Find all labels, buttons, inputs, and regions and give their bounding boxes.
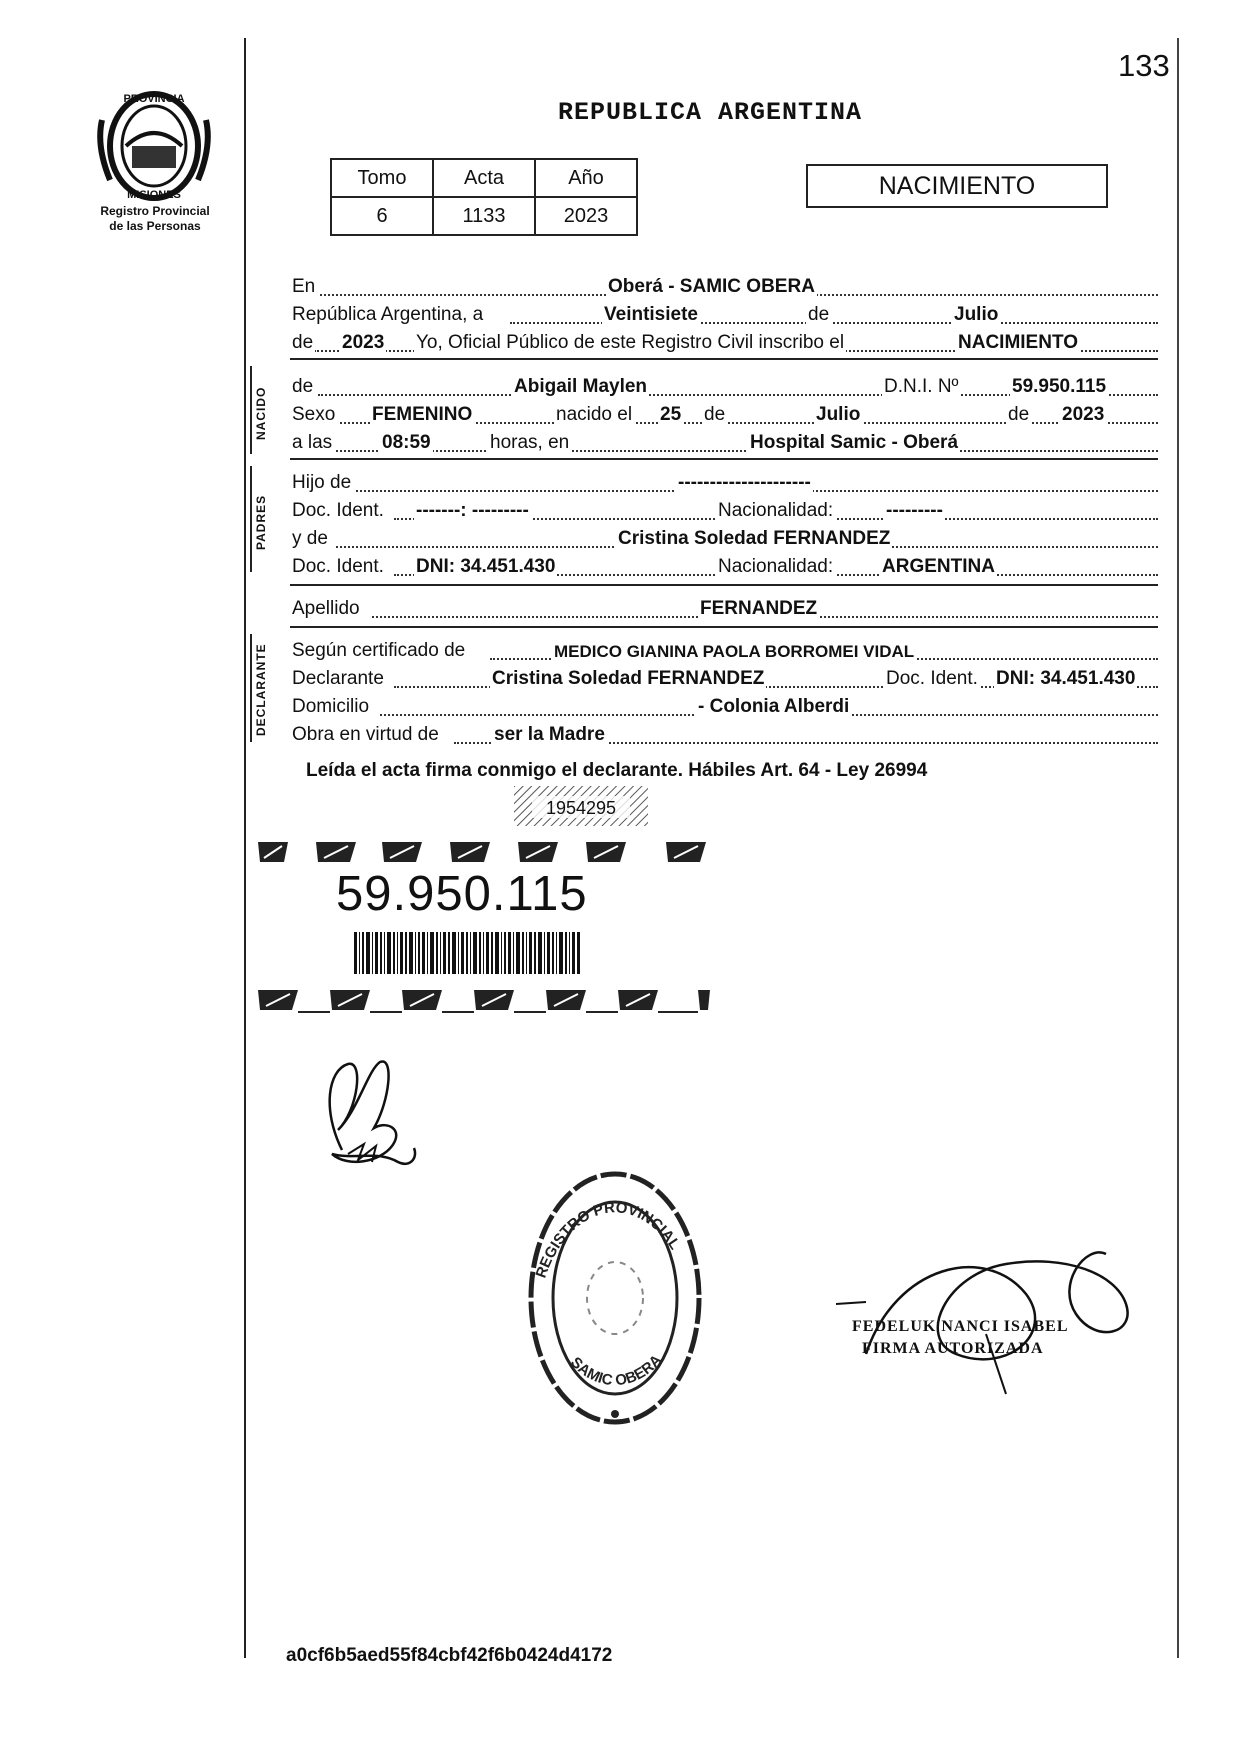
- sexo-label: Sexo: [292, 404, 336, 425]
- nacido-section-label: NACIDO: [254, 386, 268, 440]
- anio-value: 2023: [535, 197, 637, 235]
- org-name-line1: Registro Provincial: [100, 204, 210, 218]
- nacido-el-label: nacido el: [556, 404, 633, 425]
- id-number-large: 59.950.115: [336, 867, 588, 921]
- declarante-section-label: DECLARANTE: [254, 643, 268, 736]
- mother-value: Cristina Soledad FERNANDEZ: [618, 528, 891, 549]
- decl-label: Declarante: [292, 668, 384, 689]
- apellido-row: [290, 594, 1158, 622]
- decl-doc-label: Doc. Ident.: [886, 668, 978, 689]
- en-label: En: [292, 276, 316, 297]
- time-value: 08:59: [382, 432, 431, 453]
- a-las-label: a las: [292, 432, 333, 453]
- security-pattern-bottom-icon: [258, 986, 713, 1014]
- acta-header: Acta: [433, 159, 535, 197]
- obra-value: ser la Madre: [494, 724, 605, 745]
- birth-de1-label: de: [704, 404, 726, 425]
- apellido-label: Apellido: [292, 598, 360, 619]
- nac2-value: ARGENTINA: [882, 556, 995, 577]
- record-box: [330, 158, 638, 236]
- signature-stamp-role: FIRMA AUTORIZADA: [862, 1340, 1044, 1357]
- security-pattern-top-icon: [258, 838, 713, 866]
- declarante-row-obra: [290, 720, 1158, 748]
- declarante-bar: [250, 634, 252, 742]
- left-margin-line: [244, 38, 246, 1658]
- anio-header: Año: [535, 159, 637, 197]
- month-value: Julio: [954, 304, 999, 325]
- section-separator: [290, 458, 1158, 460]
- dni-label: D.N.I. Nº: [884, 376, 959, 397]
- dom-value: - Colonia Alberdi: [698, 696, 850, 717]
- doc1-value: -------: ---------: [416, 500, 529, 521]
- nacido-de-label: de: [292, 376, 314, 397]
- officer-text: Yo, Oficial Público de este Registro Civil inscribo el: [416, 332, 845, 353]
- child-name-value: Abigail Maylen: [514, 376, 648, 397]
- section-separator: [290, 626, 1158, 628]
- padres-section-label: PADRES: [254, 494, 268, 550]
- acta-value: 1133: [433, 197, 535, 235]
- crest-text-top: PROVINCIA: [123, 93, 185, 105]
- tomo-header: Tomo: [331, 159, 433, 197]
- doc1-label: Doc. Ident.: [292, 500, 384, 521]
- apellido-value: FERNANDEZ: [700, 598, 818, 619]
- birth-day-value: 25: [660, 404, 682, 425]
- padres-bar: [250, 466, 252, 572]
- cert-value: MEDICO GIANINA PAOLA BORROMEI VIDAL: [554, 642, 915, 661]
- declarante-row-decl: [290, 664, 1158, 692]
- padres-row-doc2: [290, 552, 1158, 580]
- declarante-row-dom: [290, 692, 1158, 720]
- birth-year-value: 2023: [1062, 404, 1105, 425]
- nac1-label: Nacionalidad:: [718, 500, 834, 521]
- padres-row-doc1: [290, 496, 1158, 524]
- declarante-row-cert: [290, 636, 1158, 664]
- section-separator: [290, 584, 1158, 586]
- sexo-value: FEMENINO: [372, 404, 473, 425]
- doc2-label: Doc. Ident.: [292, 556, 384, 577]
- intro-row-officer: [290, 328, 1158, 356]
- intro-row-en: [290, 272, 1158, 300]
- decl-doc-value: DNI: 34.451.430: [996, 668, 1136, 689]
- page-number: 133: [1118, 48, 1170, 83]
- year-value: 2023: [342, 332, 385, 353]
- y-de-label: y de: [292, 528, 328, 549]
- day-value: Veintisiete: [604, 304, 698, 325]
- security-stamp-icon: [514, 786, 648, 826]
- seal-text-top: REGISTRO PROVINCIAL: [532, 1199, 684, 1281]
- cert-label: Según certificado de: [292, 640, 466, 661]
- seal-text-bottom: SAMIC OBERA: [567, 1351, 666, 1390]
- en-value: Oberá - SAMIC OBERA: [608, 276, 815, 297]
- padres-row-mother: [290, 524, 1158, 552]
- nacido-bar: [250, 366, 252, 454]
- dni-value: 59.950.115: [1012, 376, 1107, 397]
- tomo-value: 6: [331, 197, 433, 235]
- de-label: de: [808, 304, 830, 325]
- nacido-row-sexo: [290, 400, 1158, 428]
- birth-place-value: Hospital Samic - Oberá: [750, 432, 959, 453]
- intro-row-date: [290, 300, 1158, 328]
- nac2-label: Nacionalidad:: [718, 556, 834, 577]
- right-margin-line: [1177, 38, 1179, 1658]
- year-label: de: [292, 332, 314, 353]
- birth-month-value: Julio: [816, 404, 861, 425]
- signature-stamp-name: FEDELUK NANCI ISABEL: [852, 1318, 1069, 1335]
- section-separator: [290, 358, 1158, 360]
- crest-text-bottom: MISIONES: [127, 189, 181, 201]
- barcode-icon: [354, 932, 580, 974]
- father-value: ---------------------: [678, 472, 811, 493]
- record-type-box: NACIMIENTO: [806, 164, 1108, 208]
- nacido-row-time: [290, 428, 1158, 456]
- republica-label: República Argentina, a: [292, 304, 484, 325]
- nacido-row-name: [290, 372, 1158, 400]
- padres-row-father: [290, 468, 1158, 496]
- birth-de2-label: de: [1008, 404, 1030, 425]
- document-title: REPUBLICA ARGENTINA: [557, 98, 863, 127]
- decl-value: Cristina Soledad FERNANDEZ: [492, 668, 765, 689]
- official-seal-icon: [520, 1148, 710, 1428]
- provincial-crest-icon: [96, 80, 212, 208]
- closing-text: Leída el acta firma conmigo el declarante. Hábiles Art. 64 - Ley 26994: [306, 760, 928, 781]
- document-hash: a0cf6b5aed55f84cbf42f6b0424d4172: [286, 1645, 613, 1666]
- doc2-value: DNI: 34.451.430: [416, 556, 556, 577]
- org-name-line2: de las Personas: [109, 219, 201, 233]
- nac1-value: ---------: [886, 500, 943, 521]
- obra-label: Obra en virtud de: [292, 724, 439, 745]
- declarant-signature-icon: [318, 1050, 438, 1180]
- dom-label: Domicilio: [292, 696, 370, 717]
- horas-label: horas, en: [490, 432, 570, 453]
- event-value: NACIMIENTO: [958, 332, 1078, 353]
- security-stamp-text: 1954295: [545, 798, 617, 818]
- hijo-de-label: Hijo de: [292, 472, 352, 493]
